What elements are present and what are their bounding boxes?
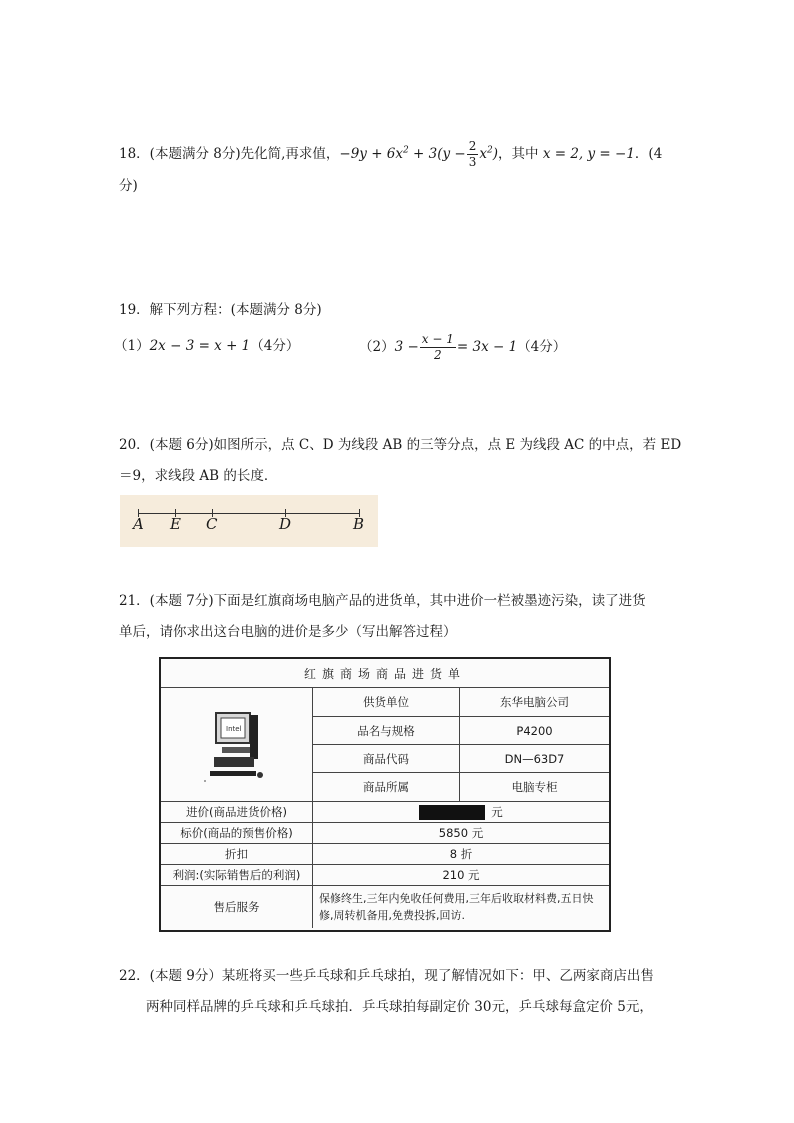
q19-p2-den: 2 (434, 348, 442, 362)
invoice-table (159, 657, 611, 932)
point-c-label: C (206, 515, 218, 533)
q18-sup1: 2 (403, 145, 409, 156)
q18-middle: ，其中 (498, 146, 543, 162)
q19-p1-expr: 2x − 3 = x + 1 (149, 338, 251, 354)
cost-label: 进价(商品进货价格) (161, 802, 313, 823)
q22-line2: 两种同样品牌的乒乓球和乒乓球拍．乒乓球拍每副定价 30元，乒乓球每盒定价 5元， (146, 999, 653, 1015)
q19-p2-score: （4分） (517, 339, 567, 355)
q18-condition: x = 2, y = −1 (542, 146, 635, 162)
computer-image-cell (161, 688, 313, 802)
segment-figure (120, 495, 378, 547)
q19-p2-lead: 3 − (394, 339, 419, 355)
price-label: 标价(商品的预售价格) (161, 823, 313, 844)
q18-frac-den: 3 (468, 155, 477, 169)
price-value: 5850 元 (313, 823, 609, 844)
q18-line2: 分) (119, 178, 138, 194)
point-a-label: A (133, 515, 144, 533)
point-b-label: B (353, 515, 365, 533)
q21-line2: 单后，请你求出这台电脑的进价是多少（写出解答过程） (119, 624, 457, 640)
q18-expr-a: −9y + 6x (339, 146, 404, 162)
q19-p2-rest: = 3x − 1 (456, 339, 518, 355)
row-dept-label: 商品所属 (313, 773, 460, 802)
q20-line1: 20．(本题 6分)如图所示，点 C、D 为线段 AB 的三等分点，点 E 为线段 AC 的中点，若 ED (119, 437, 682, 453)
row-code-label: 商品代码 (313, 745, 460, 773)
q19-p2-fraction (420, 332, 456, 363)
segment-ab (138, 513, 360, 514)
discount-label: 折扣 (161, 844, 313, 865)
q19-part2 (359, 332, 566, 363)
q22-line1: 22．(本题 9分）某班将买一些乒乓球和乒乓球拍，现了解情况如下：甲、乙两家商店出售 (119, 968, 654, 984)
q21-line1: 21．(本题 7分)下面是红旗商场电脑产品的进货单，其中进价一栏被墨迹污染，读了进货 (119, 593, 646, 609)
invoice-title: 红旗商场商品进货单 (161, 659, 609, 688)
q18-fraction (467, 139, 479, 170)
q18-expression (339, 139, 499, 169)
q18-expr-c: x (479, 146, 487, 162)
q18-prefix: 18．(本题满分 8分)先化简,再求值， (119, 146, 340, 162)
q18-suffix: ．(4 (634, 146, 663, 162)
profit-value: 210 元 (313, 865, 609, 886)
q18-sup2: 2 (487, 145, 493, 156)
cost-value (313, 802, 609, 823)
q19-p2-num: x − 1 (421, 332, 454, 346)
row-dept-value: 电脑专柜 (460, 773, 609, 802)
q19-p2-label: （2） (359, 339, 395, 355)
row-supplier-label: 供货单位 (313, 688, 460, 717)
q18-expr-d: ) (492, 146, 499, 162)
q18-line1 (119, 139, 662, 170)
row-code-value: DN—63D7 (460, 745, 609, 773)
row-model-value: P4200 (460, 717, 609, 745)
q18-frac-num: 2 (468, 139, 477, 153)
q18-expr-b: + 3(y − (408, 146, 466, 162)
profit-label: 利润:(实际销售后的利润) (161, 865, 313, 886)
q19-p1-label: （1） (114, 338, 150, 354)
q19-p1-score: （4分） (250, 338, 300, 354)
point-e-label: E (170, 515, 181, 533)
row-model-label: 品名与规格 (313, 717, 460, 745)
service-value: 保修终生,三年内免收任何费用,三年后收取材料费,五日快修,周转机备用,免费投拆,回访. (319, 892, 594, 922)
q19-part1 (114, 336, 299, 356)
row-supplier-value: 东华电脑公司 (460, 688, 609, 717)
discount-value: 8 折 (313, 844, 609, 865)
svg-text:Intel: Intel (225, 724, 241, 733)
service-label: 售后服务 (161, 886, 313, 928)
cost-unit: 元 (491, 805, 503, 819)
ink-stain (419, 805, 485, 820)
q19-title: 19．解下列方程：(本题满分 8分) (119, 302, 322, 318)
point-d-label: D (279, 515, 292, 533)
q20-line2: ＝9，求线段 AB 的长度． (119, 468, 278, 484)
computer-icon (202, 705, 272, 785)
